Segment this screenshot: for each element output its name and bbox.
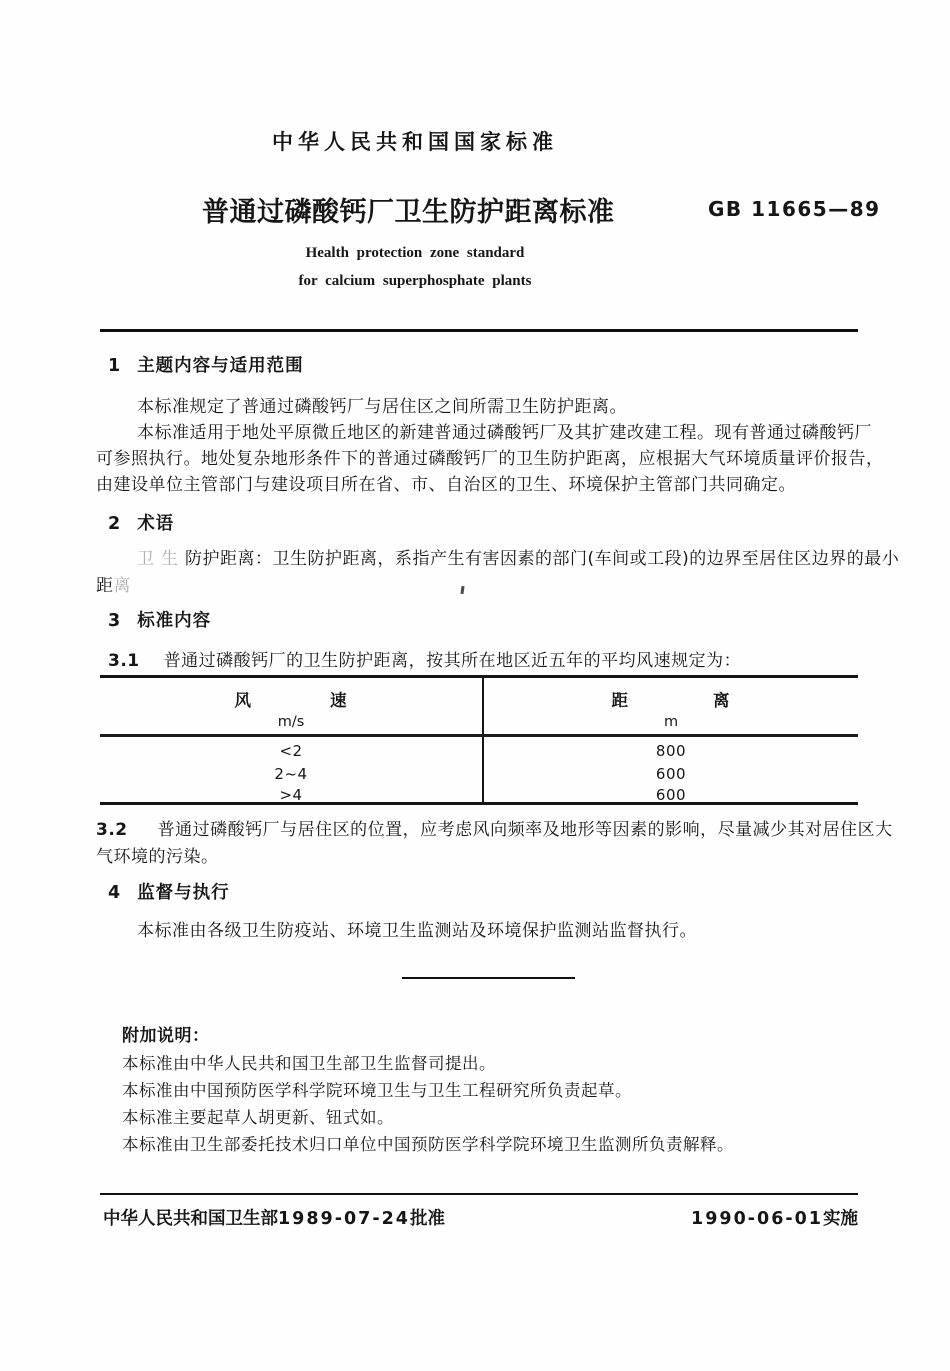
distance-value: 600 — [655, 786, 687, 804]
clause-3-1 — [108, 646, 741, 671]
table-header-separator — [100, 734, 858, 737]
section-3-heading — [108, 607, 211, 632]
wind-speed-value: >4 — [279, 786, 303, 804]
section-3-number: 3 — [108, 611, 122, 631]
footer-rule — [100, 1193, 858, 1195]
faded-term-suffix: 离 — [113, 576, 131, 596]
english-title-line2: for calcium superphosphate plants — [298, 273, 532, 289]
section-4-heading — [108, 879, 230, 904]
appendix-title: 附加说明： — [122, 1026, 210, 1046]
appendix-line: 本标准由中国预防医学科学院环境卫生与卫生工程研究所负责起草。 — [122, 1081, 632, 1100]
implementation-statement — [691, 1205, 858, 1230]
section-2-number: 2 — [108, 514, 122, 534]
approval-word: 批准 — [409, 1209, 445, 1229]
header-char-speed: 速 — [330, 691, 348, 710]
wind-speed-value: 2~4 — [274, 765, 308, 783]
clause-3-2-text: 普通过磷酸钙厂与居住区的位置，应考虑风向频率及地形等因素的影响，尽量减少其对居住区大 — [157, 820, 893, 840]
appendix-line: 本标准由卫生部委托技术归口单位中国预防医学科学院环境卫生监测所负责解释。 — [122, 1135, 734, 1154]
section-2-title: 术语 — [137, 514, 175, 534]
section-1-number: 1 — [108, 356, 122, 376]
term-definition-text2: 距 — [96, 576, 114, 596]
faded-term-prefix: 卫生 — [137, 549, 185, 569]
approval-org: 中华人民共和国卫生部 — [103, 1209, 278, 1229]
table-header-distance — [484, 687, 858, 711]
header-rule — [100, 329, 858, 332]
section-2-heading — [108, 510, 174, 535]
header-char-dist1: 距 — [611, 691, 629, 710]
document-title: 普通过磷酸钙厂卫生防护距离标准 — [202, 197, 615, 228]
section-1-paragraph-2-line1: 本标准适用于地处平原微丘地区的新建普通过磷酸钙厂及其扩建改建工程。现有普通过磷酸钙厂 — [137, 423, 872, 443]
implementation-date: 1990-06-01 — [691, 1209, 823, 1229]
section-1-paragraph-2-line2: 可参照执行。地处复杂地形条件下的普通过磷酸钙厂的卫生防护距离，应根据大气环境质量评价报告， — [96, 449, 884, 469]
wind-speed-value: <2 — [279, 742, 303, 760]
appendix-divider — [402, 977, 575, 979]
term-definition-text: 防护距离：卫生防护距离，系指产生有害因素的部门(车间或工段)的边界至居住区边界的最小 — [185, 549, 900, 569]
distance-value: 800 — [655, 742, 687, 760]
term-definition-line1 — [137, 544, 899, 569]
clause-3-2-number: 3.2 — [96, 820, 128, 840]
section-4-title: 监督与执行 — [137, 883, 230, 903]
header-char-wind: 风 — [234, 691, 252, 710]
table-header-wind-speed — [100, 687, 482, 711]
appendix-line: 本标准主要起草人胡更新、钮式如。 — [122, 1108, 394, 1127]
section-1-paragraph-1: 本标准规定了普通过磷酸钙厂与居住区之间所需卫生防护距离。 — [137, 397, 627, 417]
term-definition-line2 — [96, 571, 131, 596]
clause-3-2-line1 — [96, 815, 893, 840]
english-title-line1: Health protection zone standard — [305, 245, 525, 261]
approval-statement — [103, 1205, 445, 1230]
standard-number: GB 11665—89 — [708, 197, 881, 221]
clause-3-2-line2: 气环境的污染。 — [96, 847, 219, 867]
section-1-heading — [108, 352, 304, 377]
table-unit-m: m — [663, 714, 679, 730]
wind-speed-distance-table — [100, 675, 858, 805]
clause-3-1-number: 3.1 — [108, 651, 140, 671]
appendix-line: 本标准由中华人民共和国卫生部卫生监督司提出。 — [122, 1054, 496, 1073]
approval-date: 1989-07-24 — [278, 1209, 410, 1229]
section-1-paragraph-2-line3: 由建设单位主管部门与建设项目所在省、市、自治区的卫生、环境保护主管部门共同确定。 — [96, 475, 796, 495]
distance-value: 600 — [655, 765, 687, 783]
clause-3-1-text: 普通过磷酸钙厂的卫生防护距离，按其所在地区近五年的平均风速规定为： — [163, 651, 742, 671]
section-4-paragraph: 本标准由各级卫生防疫站、环境卫生监测站及环境保护监测站监督执行。 — [137, 921, 697, 941]
scan-artifact-mark — [460, 586, 464, 594]
section-4-number: 4 — [108, 883, 122, 903]
country-standard-title: 中华人民共和国国家标准 — [272, 130, 558, 154]
section-3-title: 标准内容 — [137, 611, 212, 631]
header-char-dist2: 离 — [713, 691, 731, 710]
table-unit-ms: m/s — [277, 714, 305, 730]
implementation-word: 实施 — [823, 1209, 858, 1229]
section-1-title: 主题内容与适用范围 — [137, 356, 304, 376]
